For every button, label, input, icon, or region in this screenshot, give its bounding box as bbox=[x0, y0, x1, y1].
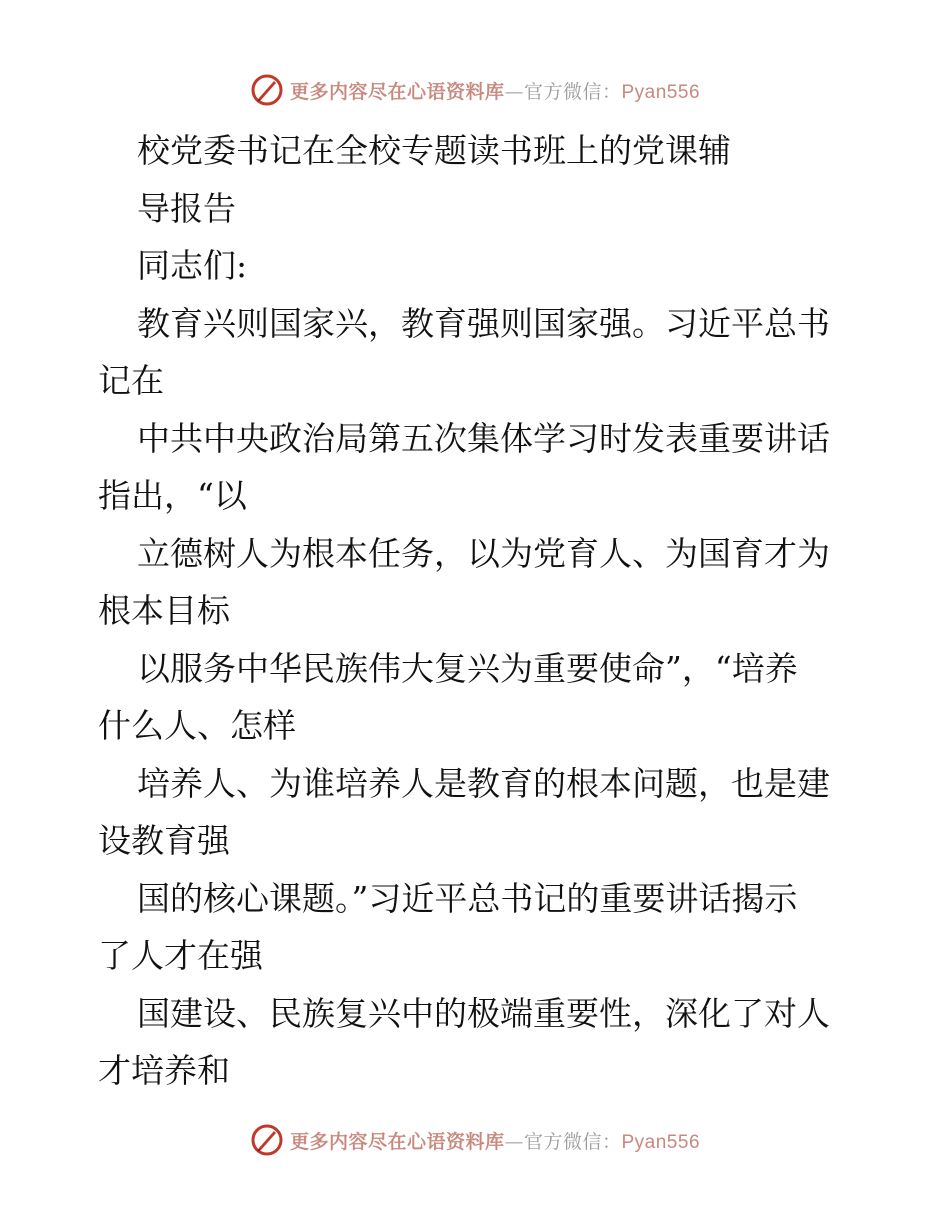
quill-logo-icon bbox=[250, 73, 284, 107]
text-line: 校党委书记在全校专题读书班上的党课辅 bbox=[137, 131, 731, 170]
text-line: 培养人、为谁培养人是教育的根本问题，也是建 bbox=[137, 763, 830, 803]
watermark-slogan: 更多内容尽在心语资料库 bbox=[289, 1130, 505, 1153]
text-line: 同志们: bbox=[137, 246, 248, 285]
footer-watermark-banner bbox=[0, 1120, 950, 1160]
header-watermark-banner bbox=[0, 70, 950, 110]
quill-logo-icon bbox=[250, 1123, 284, 1157]
text-line: 了人才在强 bbox=[98, 936, 263, 975]
text-line: 中共中央政治局第五次集体学习时发表重要讲话 bbox=[137, 418, 830, 458]
text-line: 立德树人为根本任务，以为党育人、为国育才为 bbox=[137, 533, 830, 573]
watermark-wechat-label: 官方微信： bbox=[523, 1130, 622, 1153]
watermark-wechat-label: 官方微信： bbox=[523, 80, 622, 103]
text-line: 教育兴则国家兴，教育强则国家强。习近平总书 bbox=[137, 303, 830, 343]
text-line: 国建设、民族复兴中的极端重要性，深化了对人 bbox=[137, 993, 830, 1033]
text-line: 以服务中华民族伟大复兴为重要使命”，“培养 bbox=[137, 648, 798, 688]
text-line: 根本目标 bbox=[98, 591, 230, 630]
watermark-slogan: 更多内容尽在心语资料库 bbox=[289, 80, 505, 103]
document-body bbox=[98, 122, 858, 1100]
text-line: 什么人、怎样 bbox=[98, 706, 296, 745]
watermark-text bbox=[290, 77, 700, 104]
text-line: 指出，“以 bbox=[98, 476, 247, 515]
text-line: 国的核心课题。”习近平总书记的重要讲话揭示 bbox=[137, 878, 798, 918]
text-line: 导报告 bbox=[137, 188, 236, 228]
watermark-dash: — bbox=[504, 1130, 524, 1153]
watermark-wechat-id: Pyan556 bbox=[621, 1131, 701, 1153]
watermark-wechat-id: Pyan556 bbox=[621, 81, 701, 103]
text-line: 记在 bbox=[98, 361, 164, 400]
text-line: 才培养和 bbox=[98, 1051, 230, 1090]
text-line: 设教育强 bbox=[98, 821, 230, 860]
watermark-dash: — bbox=[504, 80, 524, 103]
watermark-text bbox=[290, 1127, 700, 1154]
